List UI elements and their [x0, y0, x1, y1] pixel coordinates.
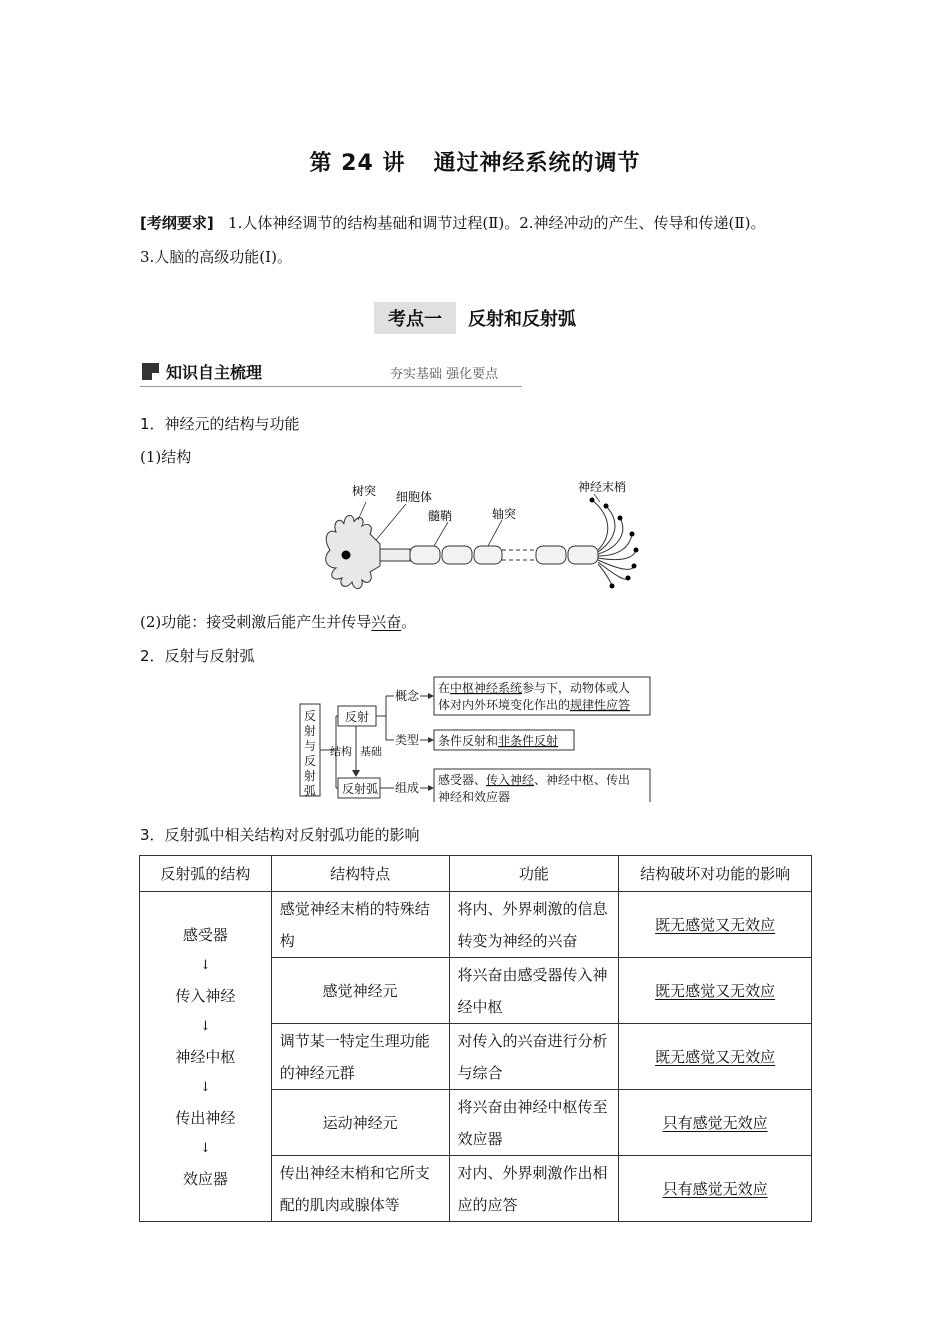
kaodian-name: 反射和反射弧	[468, 309, 576, 330]
table-row	[140, 892, 812, 958]
lecture-topic: 通过神经系统的调节	[433, 151, 641, 176]
compose-text: 神经和	[438, 790, 475, 802]
answer-effector: 效应器	[474, 790, 511, 802]
requirements-text-2: 3.人脑的高级功能(Ⅰ)。	[140, 248, 292, 266]
function-cell: 将兴奋由神经中枢传至效应器	[449, 1090, 619, 1156]
neuron-function	[140, 611, 416, 632]
down-arrow-icon: ↓	[199, 1079, 211, 1095]
myelin-segment	[474, 546, 502, 564]
left-box-char: 反	[304, 754, 317, 768]
svg-text:条件反射和非条件反射	[438, 733, 558, 748]
neuron-diagram	[310, 478, 640, 600]
feature-cell: 传出神经末梢和它所支配的肌肉或腺体等	[271, 1156, 449, 1222]
myelin-segment	[568, 546, 598, 564]
flow-receptor: 感受器	[182, 925, 228, 944]
effect-cell	[619, 1024, 812, 1090]
concept-label: 概念	[395, 689, 420, 703]
down-arrow-icon: ↓	[199, 1018, 211, 1034]
concept-text: 参与下，动物体或人	[522, 681, 631, 695]
type-text: 条件反射和	[438, 734, 499, 748]
down-arrow-icon: ↓	[199, 1140, 211, 1156]
cell-body-shape	[326, 515, 380, 588]
concept-text: 在	[438, 681, 451, 695]
function-cell: 对传入的兴奋进行分析与综合	[449, 1024, 619, 1090]
reflex-arc-label: 反射弧	[342, 782, 379, 796]
nucleus	[342, 551, 351, 560]
left-box-char: 与	[304, 739, 317, 753]
left-box-char: 射	[304, 724, 317, 738]
effect-cell	[619, 958, 812, 1024]
label-myelin: 髓鞘	[428, 509, 453, 523]
function-cell: 将兴奋由感受器传入神经中枢	[449, 958, 619, 1024]
requirements-label: [考纲要求]	[140, 214, 214, 232]
answer-effect: 既无感觉又无效应	[655, 981, 776, 1000]
heading-reflex: 2．反射与反射弧	[140, 647, 255, 665]
feature-cell: 感觉神经元	[271, 958, 449, 1024]
heading-neuron: 1．神经元的结构与功能	[140, 415, 300, 433]
compose-text: 、神经中枢、传出	[534, 773, 631, 787]
label-dendrite: 树突	[352, 484, 377, 498]
section-square-icon	[142, 363, 159, 380]
down-arrow-icon: ↓	[199, 957, 211, 973]
section-header	[140, 358, 522, 387]
answer-cns: 中枢神经系统	[450, 681, 523, 695]
heading-table: 3．反射弧中相关结构对反射弧功能的影响	[140, 826, 420, 844]
flow-effector: 效应器	[182, 1169, 228, 1188]
section-sub: 夯实基础 强化要点	[390, 367, 499, 382]
answer-afferent: 传入神经	[486, 773, 535, 787]
table-header-row	[140, 856, 812, 892]
effect-cell	[619, 1090, 812, 1156]
function-cell: 将内、外界刺激的信息转变为神经的兴奋	[449, 892, 619, 958]
answer-unconditioned: 非条件反射	[498, 734, 559, 748]
function-cell: 对内、外界刺激作出相应的应答	[449, 1156, 619, 1222]
answer-effect: 既无感觉又无效应	[655, 1047, 776, 1066]
effect-cell	[619, 1156, 812, 1222]
reflex-arc-table	[139, 855, 812, 1222]
left-box-char: 射	[304, 769, 317, 783]
label-cell-body: 细胞体	[396, 490, 433, 504]
answer-regular-response: 规律性应答	[570, 698, 631, 712]
reflex-diagram	[296, 674, 656, 802]
lecture-number: 第 24 讲	[309, 151, 406, 176]
function-end: 。	[401, 613, 417, 631]
left-box-char: 反	[304, 709, 317, 723]
svg-text:感受器、传入神经、神经中枢、传出	[438, 772, 630, 787]
type-label: 类型	[395, 733, 420, 747]
answer-excitation: 兴奋	[371, 613, 402, 631]
compose-text: 感受器、	[438, 773, 487, 787]
answer-effect: 既无感觉又无效应	[655, 915, 776, 934]
label-axon: 轴突	[492, 507, 517, 521]
flow-cell	[140, 892, 272, 1222]
left-box-char: 弧	[304, 784, 317, 798]
header-feature: 结构特点	[271, 856, 449, 892]
reflex-label: 反射	[345, 710, 370, 724]
svg-text:体对内外环境变化作出的规律性应答	[438, 697, 630, 712]
label-nerve-ending: 神经末梢	[578, 480, 627, 494]
flow-center: 神经中枢	[175, 1047, 236, 1066]
section-label: 知识自主梳理	[166, 363, 263, 382]
structure-label: 结构	[330, 745, 352, 758]
exam-requirements	[140, 206, 820, 274]
header-structure: 反射弧的结构	[140, 856, 272, 892]
function-text: (2)功能：接受刺激后能产生并传导	[140, 613, 372, 631]
answer-effect: 只有感觉无效应	[662, 1113, 768, 1132]
myelin-segment	[442, 546, 472, 564]
flow-efferent: 传出神经	[175, 1108, 236, 1127]
feature-cell: 调节某一特定生理功能的神经元群	[271, 1024, 449, 1090]
kaodian-tag: 考点一	[374, 302, 456, 334]
effect-cell	[619, 892, 812, 958]
header-function: 功能	[449, 856, 619, 892]
feature-cell: 运动神经元	[271, 1090, 449, 1156]
basis-label: 基础	[360, 745, 382, 758]
svg-text:在中枢神经系统参与下，动物体或人	[438, 680, 630, 695]
svg-text:神经和效应器	[438, 789, 510, 802]
feature-cell: 感觉神经末梢的特殊结构	[271, 892, 449, 958]
concept-text: 体对内外环境变化作出的	[438, 698, 571, 712]
requirements-text-1: 1.人体神经调节的结构基础和调节过程(Ⅱ)。2.神经冲动的产生、传导和传递(Ⅱ)。	[228, 214, 766, 232]
myelin-segment	[410, 546, 440, 564]
subheading-structure: (1)结构	[140, 448, 192, 466]
answer-effect: 只有感觉无效应	[662, 1179, 768, 1198]
kaodian-heading	[0, 302, 950, 334]
myelin-segment	[536, 546, 566, 564]
compose-label: 组成	[395, 781, 420, 795]
page-title	[0, 146, 950, 177]
header-effect: 结构破坏对功能的影响	[619, 856, 812, 892]
flow-afferent: 传入神经	[175, 986, 236, 1005]
